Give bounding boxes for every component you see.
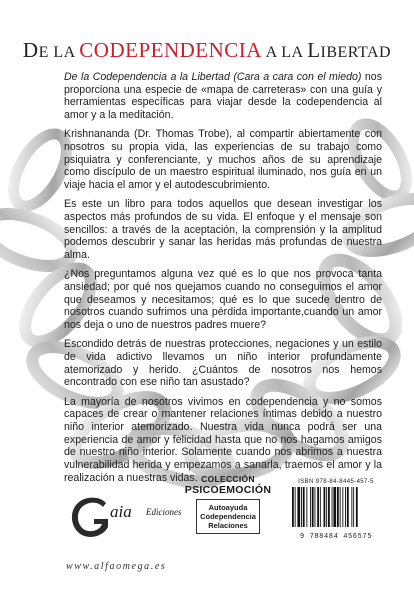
blurb-paragraph-3: Es este un libro para todos aquellos que desean investigar los aspectos más profundos de su vida. El enfoque y el mensaje son sencillos: a través de la aceptación, la comprensión y la amplitud podemos descubrir y sanar las heridas más profundas de nuestra alma. xyxy=(64,198,382,262)
blurb-paragraph-1-rest: nos proporciona una especie de «mapa de carreteras» con una guía y herramientas específicas para viajar desde la codependencia al amor y a la meditación. xyxy=(64,71,383,122)
blurb-paragraph-5: Escondido detrás de nuestras protecciones, negaciones y un estilo de vida adictivo llevamos un niño interior profundamente atemorizado y herido. ¿Cuántos de nosotros nos hemos encontrado con ese niño tan asustado? xyxy=(64,338,382,389)
title-accent-codependencia: CODEPENDENCIA xyxy=(79,38,262,62)
barcode-bar xyxy=(332,487,333,527)
topic-item: Autoayuda xyxy=(208,503,248,512)
blurb-text xyxy=(64,71,382,491)
collection-label: COLECCIÓN xyxy=(201,474,255,484)
back-cover-title xyxy=(0,38,414,63)
barcode-bar xyxy=(312,487,314,527)
barcode-bar xyxy=(333,487,336,527)
publisher-website: www.alfaomega.es xyxy=(66,561,167,572)
blurb-paragraph-4: ¿Nos preguntamos alguna vez qué es lo que nos provoca tanta ansiedad; por qué nos quejamos cuando no conseguimos el amor que deseamos y necesitamos; qué es lo que sucede dentro de nosotros cuando sufrimos una pérdida importante,cuando un amor nos deja o uno de nuestros padres muere? xyxy=(64,268,382,332)
barcode-block xyxy=(286,479,386,541)
barcode-bar xyxy=(310,487,311,527)
barcode-bar xyxy=(292,487,294,527)
barcode-bar xyxy=(347,487,349,527)
barcode-bar xyxy=(303,487,305,527)
blurb-paragraph-1 xyxy=(64,71,382,122)
title-part-a-la: A LA xyxy=(261,44,308,61)
barcode-bar xyxy=(356,487,358,527)
barcode-bar xyxy=(340,487,341,527)
collection-topics-box xyxy=(196,499,260,534)
publisher-logo xyxy=(66,493,186,545)
barcode-bar xyxy=(297,487,300,527)
barcode-bar xyxy=(320,487,321,527)
topic-item: Relaciones xyxy=(208,521,248,530)
barcode-digits: 9 788484 456575 xyxy=(299,533,372,541)
title-initial-d: D xyxy=(22,38,39,62)
barcode-bar xyxy=(324,487,326,527)
title-part-de-la: E LA xyxy=(38,44,80,61)
barcode-bar xyxy=(326,487,327,527)
barcode-bar xyxy=(295,487,296,527)
barcode-bar xyxy=(351,487,352,527)
barcode-bar xyxy=(337,487,339,527)
barcode-bar xyxy=(345,487,346,527)
title-initial-l: L xyxy=(307,38,321,62)
barcode-bar xyxy=(342,487,343,527)
collection-name: PSICOEMOCIÓN xyxy=(184,484,272,496)
barcode-bar xyxy=(315,487,316,527)
barcode-bar xyxy=(328,487,330,527)
barcode-bar xyxy=(306,487,307,527)
collection-block xyxy=(178,474,278,534)
book-title-italic: De la Codependencia a la Libertad (Cara a cara con el miedo) xyxy=(64,71,362,83)
barcode-bar xyxy=(353,487,354,527)
publisher-name: aia xyxy=(110,502,132,521)
blurb-paragraph-6: La mayoría de nosotros vivimos en codependencia y no somos capaces de crear o mantener relaciones íntimas debido a nuestro niño interior atemorizado. Nuestra vida nunca podrá ser una experiencia de amor y felicidad hasta que no nos hagamos amigos de nuestro niño interior. Solamente cuando nos abrimos a nuestra vulnerabilidad herida y empezamos a sanarla, traemos el amor y la realización a nuestras vidas. xyxy=(64,395,382,484)
barcode-image xyxy=(286,485,386,529)
title-part-ibertad: IBERTAD xyxy=(320,44,392,61)
barcode-bar xyxy=(317,487,319,527)
isbn-text: ISBN 978-84-8445-457-5 xyxy=(298,479,374,485)
barcode-bar xyxy=(301,487,302,527)
publisher-sub: Ediciones xyxy=(146,507,182,517)
topic-item: Codependencia xyxy=(200,512,256,521)
blurb-paragraph-2: Krishnananda (Dr. Thomas Trobe), al compartir abiertamente con nosotros su propia vida, las experiencias de su trabajo como psiquiatra y conferenciante, y muchos años de su aprendizaje como discípulo de un maestro espiritual iluminado, nos guía en un viaje hacia el amor y el autodescubrimiento. xyxy=(64,128,382,192)
